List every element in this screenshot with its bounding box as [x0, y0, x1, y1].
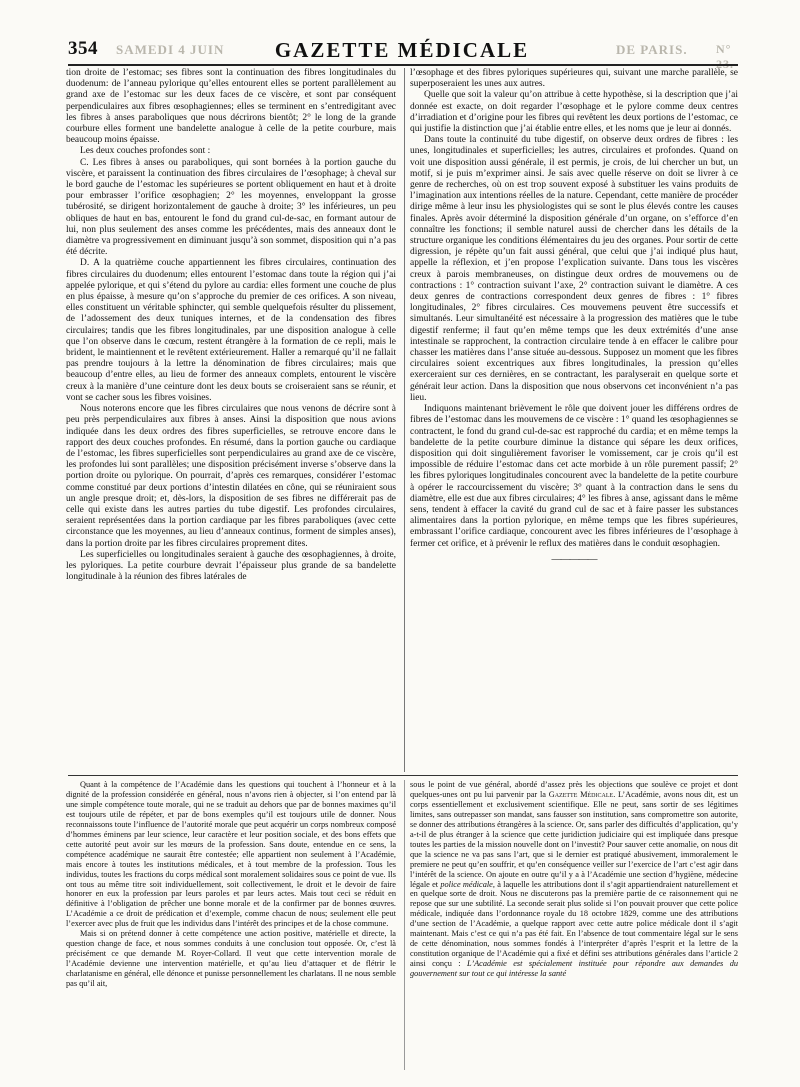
column-divider — [404, 68, 405, 772]
paragraph: tion droite de l’estomac; ses fibres sont la continuation des fibres longitudinales du duodenum: de l’anneau pylorique qu’elles entourent elles se portent parallèlement au grand axe de l’estomac sur les deux faces de ce viscère, et sont par conséquent perpendiculaires aux fibres œsophagiennes; elles se terminent en s’entredigitant avec les fibres à anses paraboliques que nous décrirons bientôt; 2° le long de la grande courbure elles forment une bandelette analogue à celle de la petite courbure, mais beaucoup moins épaisse. — [66, 68, 396, 146]
paragraph: Quant à la compétence de l’Académie dans les questions qui touchent à l’honneur et à la dignité de la profession considérée en général, nous n’avons rien à objecter, si l’on entend par là une simple compétence toute morale, qui ne se traduit au dehors que par de bonnes maximes qu’il est toujours utile de répéter, et par de bons exemples qu’il est toujours utile de donner. Nous reconnaissons toute l’influence de l’autorité morale que peut acquérir un corps nombreux composé d’hommes éminens par leur science, leur caractère et leur position sociale, et des bons effets que cette autorité peut avoir sur les mœurs de la profession. Sans doute, entendue en ce sens, la compétence académique ne saurait être contestée; elle appartient non seulement à l’Académie, mais encore à toutes les institutions médicales, et à tout membre de la profession. Tous les individus, toutes les fractions du corps médical sont moralement solidaires sous ce point de vue. Ils ont tous au même titre soit individuellement, soit collectivement, le droit et le devoir de faire honorer en eux la profession par leurs paroles et par leurs actes. Mais tout ceci se réduit en définitive à l’obligation de prêcher une bonne morale et de la confirmer par de bonnes œuvres. L’Académie a ce droit de prédication et d’exemple, comme chacun de nous; seulement elle peut l’exercer avec plus de fruit que les individus dans l’intérêt des principes et de la chose commune. — [66, 780, 396, 929]
paragraph: Les deux couches profondes sont : — [80, 146, 211, 157]
paragraph: Les superficielles ou longitudinales seraient à gauche des œsophagiennes, à droite, les pyloriques. La petite courbure devrait l’épaisseur plus grande de sa bandelette longitudinale à la réunion des fibres latérales de — [66, 549, 396, 583]
section-separator: ————— — [551, 553, 597, 565]
paragraph: sous le point de vue général, abordé d’assez près les objections que soulève ce projet et dont quelques-unes ont pu lui parvenir par la Gazette Médicale. L’Académie, avons nous dit, est un corps essentiellement et exclusivement scientifique. Elle ne peut, sans sortir de ses légitimes limites, sans outrepasser son mandat, sans fausser son institution, sans compromettre son autorite, se donner des attributions étrangères à la science. Or, sans parler des difficultés d’application, qu’y a-t-il de plus étranger à la science que cette juridiction judiciaire qui est impliquée dans presque toutes les parties de la mission nouvelle dont on l’investit? Pour sauver cette anomalie, on nous dit que la science ne va pas sans l’art, que si le dernier est pratiqué abusivement, immoralement le premiere ne peut qu’en souffrir, et qu’en conséquence veiller sur l’exercice de l’art c’est agir dans l’intérêt de la science. On ajoute en outre qu’il y a à l’Académie une section d’hygiène, médecine légale et police médicale, à laquelle les attributions dont il s’agit appartiendraient naturellement et en quelque sorte de droit. Nous ne discuterons pas la première partie de ce raisonnement qui ne repose que sur une subtilité. La seconde serait plus solide si l’on pouvait prouver que cette police médicale, indiquée dans l’ordonnance royale du 18 octobre 1829, comme une des attributions d’une section de l’Académie, a quelque rapport avec cette autre police médicale dont il s’agit maintenant. Mais c’est ce qui n’a pas été fait. En l’absence de tout commentaire légal sur le sens de cette dénomination, nous sommes fondés à l’interpréter d’après l’esprit et la lettre de la constitution organique de l’Académie qui a fixé et défini ses attributions générales dans l’article 2 ainsi conçu : L’Académie est spécialement instituée pour répondre aux demandes du gouvernement sur tout ce qui intéresse la santé — [410, 780, 739, 979]
footer-column-divider — [404, 780, 405, 1070]
bleed-through-text-right: DE PARIS. — [616, 42, 688, 57]
bleed-through-issue-number: N° 23. — [716, 42, 734, 71]
feuilleton-column-left — [66, 780, 396, 1072]
paragraph: Indiquons maintenant brièvement le rôle que doivent jouer les différens ordres de fibres de l’estomac dans les mouvemens de ce viscère : 1° quand les œsophagiennes se contractent, le fond du grand cul-de-sac est rapproché du cardia; et en même temps la bandelette de la petite courbure diminue la distance qui sépare les deux orifices, disposition qui doit singulièrement favoriser le vomissement, car je crois qu’il est impossible de réduire l’estomac dans cet acte morbide à un rôle purement passif; 2° les fibres pyloriques longitudinales concourent avec la bandelette de la petite courbure à opérer le raccourcissement du viscère; 3° quant à la contraction dans le sens du diamètre, elle est due aux fibres circulaires; 4° les fibres à anse, agissant dans le même sens, tendent à effacer la cavité du grand cul de sac et à faire passer les substances alimentaires dans la portion pylorique, en même temps que les fibres supérieures, embrassant l’orifice cardiaque, concourent avec les fibres inférieures de l’œsophage à fermer cet orifice, et à prévenir le reflux des matières dans le conduit œsophagien. — [410, 404, 738, 549]
feuilleton-column-right — [410, 780, 738, 1072]
paragraph: l’œsophage et des fibres pyloriques supérieures qui, suivant une marche parallèle, se superposeraient les unes aux autres. — [410, 68, 738, 90]
bleed-through-text-left: SAMEDI 4 JUIN — [116, 42, 225, 57]
article-column-right — [410, 68, 738, 772]
paragraph: Nous noterons encore que les fibres circulaires que nous venons de décrire sont à peu près perpendiculaires aux fibres à anses. Ainsi la disposition que nous avions indiquée dans les deux ordres des fibres superficielles, se retrouve encore dans le rapport des deux couches profondes. En résumé, dans la portion gauche ou cardiaque de l’estomac, les fibres superficielles sont perpendiculaires au grand axe de ce viscère, les profondes lui sont parallèles; une disposition précisément inverse s’observe dans la portion droite ou pylorique. On pourrait, d’après ces remarques, considérer l’estomac comme constitué par deux portions d’intestin dilatées en cône, qui se réuniraient sous un angle presque droit; et, dès-lors, la disposition de ses fibres ne différerait pas de celle qui existe dans les autres parties du tube digestif. Les profondes circulaires, seraient représentées dans la portion cardiaque par les fibres paraboliques (avec cette circonstance que les moyennes, au lieu d’anneaux continus, forment de simples anses), dans la portion droite par les fibres circulaires proprement dites. — [66, 404, 396, 549]
paragraph: C. Les fibres à anses ou paraboliques, qui sont bornées à la portion gauche du viscère, et paraissent la continuation des fibres circulaires de l’œsophage; à cheval sur le bord gauche de l’estomac les supérieures se portent obliquement en haut et à droite pour embrasser l’orifice œsophagien; 2° les moyennes, enveloppant la grosse tubérosité, se dirigent horizontalement de gauche à droite; 3° les inférieures, un peu obliques de haut en bas, entourent le fond du grand cul-de-sac, en formant autour de lui, non plus seulement des anses comme les précédentes, mais des anneaux dont le diamètre va progressivement en diminuant jusqu’à son sommet, disposition qui n’a pas été décrite. — [66, 157, 396, 258]
paragraph: Quelle que soit la valeur qu’on attribue à cette hypothèse, si la description que j’ai donnée est exacte, on doit regarder l’œsophage et le pylore comme deux centres d’irradiation et d’origine pour les fibres qui revêtent les deux portions de l’estomac, ce qui justifie la distinction que j’ai établie entre elles, et les noms que je leur ai donnés. — [410, 90, 738, 135]
paragraph: Dans toute la continuité du tube digestif, on observe deux ordres de fibres : les unes, longitudinales et superficielles; les autres, circulaires et profondes. Quand on voit une disposition aussi générale, il est permis, je crois, de lui chercher un but, un motif, si je puis m’exprimer ainsi. Je sais avec quelle réserve on doit se livrer à ce genre de recherches, où on est trop souvent exposé à substituer les vains produits de l’imagination aux intentions réelles de la nature. Cependant, cette manière de procéder dirige même à leur insu les physiologistes qui se sont le plus élevés contre les causes finales. Après avoir déterminé la disposition générale d’un organe, on s’efforce d’en connaître les fonctions; il semble naturel aussi de chercher dans les détails de la structure organique les conditions élémentaires du jeu des organes. Pour sortir de cette digression, je répète qu’un fait aussi général, que celui que j’ai indiqué plus haut, appelle la réflexion, et j’en propose l’explication suivante. Dans tous les viscères creux à parois membraneuses, on distingue deux ordres de mouvemens ou de contractions : 1° contraction suivant l’axe, 2° contraction suivant le diamètre. A ces deux genres de contractions correspondent deux genres de fibres : 1° fibres longitudinales, 2° fibres circulaires. Ces mouvemens peuvent être successifs et simultanés. Leur simultanéité est nécessaire à la progression des matières que le tube digestif renferme; il faut qu’en même temps que les deux extrémités d’une anse intestinale se rapprochent, la contraction circulaire tende à en effacer le calibre pour chasser les matières dans l’anse située au-dessous. Supposez un moment que les fibres circulaires soient excentriques aux fibres longitudinales, la pression qu’elles exerceraient sur ces dernières, en se contractant, les paralyserait en quelque sorte et générait leur action. Dans la disposition que nous observons cet inconvénient n’a pas lieu. — [410, 135, 738, 403]
page-header — [68, 38, 736, 71]
feuilleton-rule — [68, 775, 738, 776]
paragraph: D. A la quatrième couche appartiennent les fibres circulaires, continuation des fibres circulaires du duodenum; elles entourent l’estomac dans toute la région qui j’ai appelée pylorique, et qui s’étend du pylore au cardia: elles forment une couche de plus en plus épaisse, à mesure qu’on s’approche du premier de ces orifices. A son niveau, elles constituent un véritable sphincter, qui semble quelquefois résulter du plissement, de l’adossement des deux tuniques internes, et de la condensation des fibres circulaires; tandis que les fibres longitudinales, par une disposition analogue à celle que l’on observe dans le cœcum, restent étrangère à la formation de ce repli, mais le brident, le maintiennent et le revêtent extérieurement. Haller a remarqué qu’il ne fallait pas prendre toujours à la lettre la dénomination de fibres circulaires; mais que beaucoup d’entre elles, au lieu de former des anneaux complets, entourent le viscère creux à la manière d’une ceinture dont les deux bouts se croiseraient sans se réunir, et vont se cacher sous les fibres voisines. — [66, 258, 396, 403]
paragraph: Mais si on prétend donner à cette compétence une action positive, matérielle et directe, la question change de face, et nous sommes conduits à une conclusion tout opposée. Or, c’est là précisément ce que demande M. Royer-Collard. Il veut que cette intervention morale de l’Académie devienne une intervention matérielle, et qu’au lieu d’attaquer et de flétrir le charlatanisme en général, elle dénonce et punisse personnellement les charlatans. Il ne nous semble pas qu’il ait, — [66, 929, 396, 989]
header-rule — [68, 64, 738, 66]
article-column-left — [66, 68, 396, 772]
masthead-title: GAZETTE MÉDICALE — [274, 38, 530, 62]
page-number: 354 — [68, 38, 98, 59]
